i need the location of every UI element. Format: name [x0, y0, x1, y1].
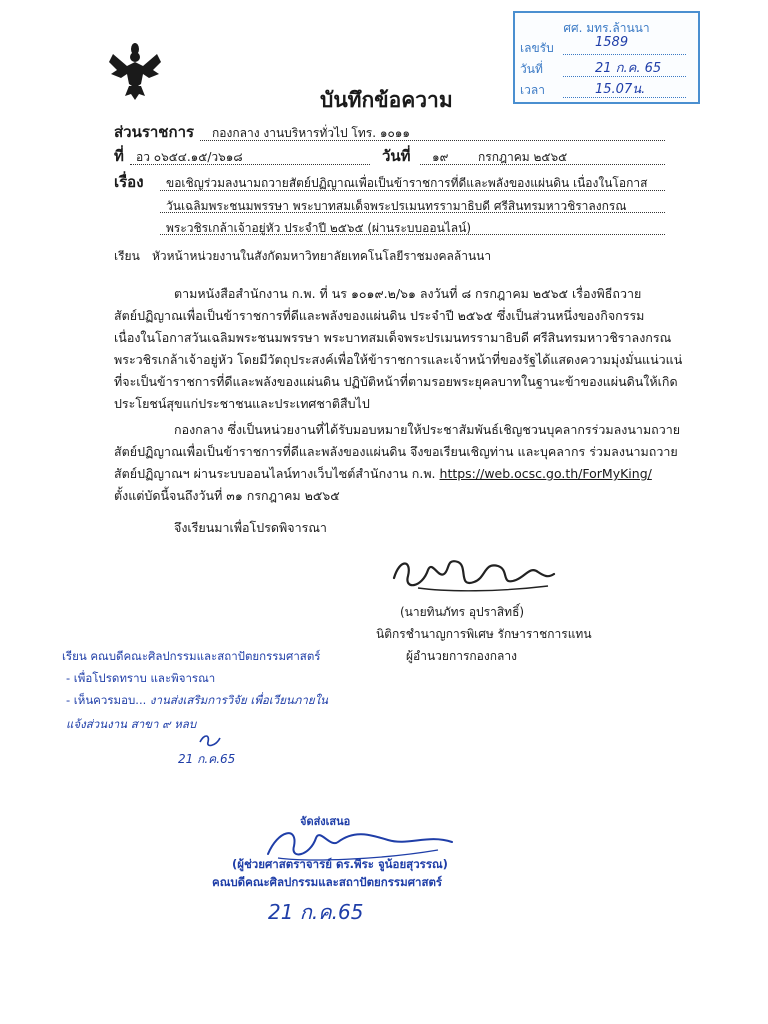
- signature-1: [388, 548, 558, 602]
- routing-hand-line-4: แจ้งส่วนงาน สาขา ๙ หลบ: [66, 717, 197, 731]
- para2-line-4: ตั้งแต่บัดนี้จนถึงวันที่ ๓๑ กรกฎาคม ๒๕๖๕: [114, 488, 340, 503]
- routing-line-3: [66, 692, 328, 710]
- doc-no-label: ที่: [114, 147, 124, 165]
- ocsc-link[interactable]: https://web.ocsc.go.th/ForMyKing/: [439, 466, 652, 481]
- stamp-date-value: 21 ก.ค. 65: [595, 61, 662, 76]
- stamp-date-label: วันที่: [520, 62, 543, 76]
- stamp-title: ศศ. มทร.ล้านนา: [563, 21, 650, 35]
- stamp-receive-value: 1589: [595, 35, 629, 50]
- routing-line-3-hand: งานส่งเสริมการวิจัย เพื่อเวียนภายใน: [149, 693, 329, 707]
- memo-title: บันทึกข้อความ: [320, 88, 453, 112]
- signature-2-label: จัดส่งเสนอ: [300, 815, 351, 828]
- subject-line-3: พระวชิรเกล้าเจ้าอยู่หัว ประจำปี ๒๕๖๕ (ผ่านระบบออนไลน์): [166, 221, 472, 235]
- para2-line-3-text: สัตย์ปฏิญาณฯ ผ่านระบบออนไลน์ทางเว็บไซต์สำนักงาน ก.พ.: [114, 466, 436, 481]
- to-label: เรียน: [114, 249, 140, 263]
- para1-line-3: เนื่องในโอกาสวันเฉลิมพระชนมพรรษา พระบาทสมเด็จพระปรเมนทรรามาธิบดี ศรีสินทรมหาวชิราลงกรณ: [114, 330, 672, 345]
- doc-no-value: อว ๐๖๕๔.๑๕/ว๖๑๘: [136, 150, 243, 164]
- signer-1-name: (นายทินภัทร อุปราสิทธิ์): [400, 605, 525, 619]
- stamp-time-value: 15.07น.: [595, 82, 646, 97]
- date-label: วันที่: [382, 147, 411, 165]
- routing-hand-date: 21 ก.ค.65: [178, 752, 236, 766]
- stamp-time-label: เวลา: [520, 83, 545, 97]
- para2-line-2: สัตย์ปฏิญาณเพื่อเป็นข้าราชการที่ดีและพลังของแผ่นดิน จึงขอเรียนเชิญท่าน และบุคลากร ร่วมลงนามถวาย: [114, 444, 678, 459]
- date-rest: กรกฎาคม ๒๕๖๕: [478, 150, 568, 164]
- signer-2-position: คณบดีคณะศิลปกรรมและสถาปัตยกรรมศาสตร์: [212, 875, 443, 889]
- date-day: ๑๙: [432, 150, 449, 164]
- para2-line-3: [114, 464, 652, 484]
- subject-line-1: ขอเชิญร่วมลงนามถวายสัตย์ปฏิญาณเพื่อเป็นข้าราชการที่ดีและพลังของแผ่นดิน เนื่องในโอกาส: [166, 176, 648, 190]
- para1-line-6: ประโยชน์สุขแก่ประชาชนและประเทศชาติสืบไป: [114, 396, 370, 411]
- signer-1-role: ผู้อำนวยการกองกลาง: [406, 649, 517, 663]
- para1-line-4: พระวชิรเกล้าเจ้าอยู่หัว โดยมีวัตถุประสงค์เพื่อให้ข้าราชการและเจ้าหน้าที่ของรัฐได้แสดงความมุ่งมั่นแน่วแน่: [114, 352, 683, 367]
- garuda-emblem: [107, 40, 163, 106]
- routing-line-2: - เพื่อโปรดทราบ และพิจารณา: [66, 671, 216, 685]
- receive-stamp: [513, 11, 700, 104]
- para1-line-2: สัตย์ปฏิญาณเพื่อเป็นข้าราชการที่ดีและพลังของแผ่นดิน ประจำปี ๒๕๖๕ ซึ่งเป็นส่วนหนึ่งของกิจกรรม: [114, 308, 645, 323]
- to-value: หัวหน้าหน่วยงานในสังกัดมหาวิทยาลัยเทคโนโลยีราชมงคลล้านนา: [152, 249, 492, 263]
- dept-label: ส่วนราชการ: [114, 123, 195, 141]
- signer-2-date: 21 ก.ค.65: [268, 900, 364, 924]
- subject-line-2: วันเฉลิมพระชนมพรรษา พระบาทสมเด็จพระปรเมนทรรามาธิบดี ศรีสินทรมหาวชิราลงกรณ: [166, 199, 627, 213]
- para1-line-5: ที่จะเป็นข้าราชการที่ดีและพลังของแผ่นดิน ปฏิบัติหน้าที่ตามรอยพระยุคลบาทในฐานะข้าของแผ่นดินให้เกิด: [114, 374, 678, 389]
- signer-1-position: นิติกรชำนาญการพิเศษ รักษาราชการแทน: [376, 627, 592, 641]
- closing-text: จึงเรียนมาเพื่อโปรดพิจารณา: [174, 520, 327, 535]
- subject-label: เรื่อง: [114, 173, 144, 191]
- para2-line-1: กองกลาง ซึ่งเป็นหน่วยงานที่ได้รับมอบหมายให้ประชาสัมพันธ์เชิญชวนบุคลากรร่วมลงนามถวาย: [174, 422, 681, 437]
- stamp-receive-label: เลขรับ: [520, 41, 554, 55]
- dept-value: กองกลาง งานบริหารทั่วไป โทร. ๑๐๑๑: [212, 126, 411, 140]
- para1-line-1: ตามหนังสือสำนักงาน ก.พ. ที่ นร ๑๐๑๙.๒/๖๑ ลงวันที่ ๘ กรกฎาคม ๒๕๖๕ เรื่องพิธีถวาย: [174, 286, 642, 301]
- routing-line-1: เรียน คณบดีคณะศิลปกรรมและสถาปัตยกรรมศาสตร์: [62, 649, 321, 663]
- routing-line-3-prefix: - เห็นควรมอบ...: [66, 693, 147, 707]
- signer-2-name: (ผู้ช่วยศาสตราจารย์ ดร.พีระ จูน้อยสุวรรณ): [232, 857, 448, 871]
